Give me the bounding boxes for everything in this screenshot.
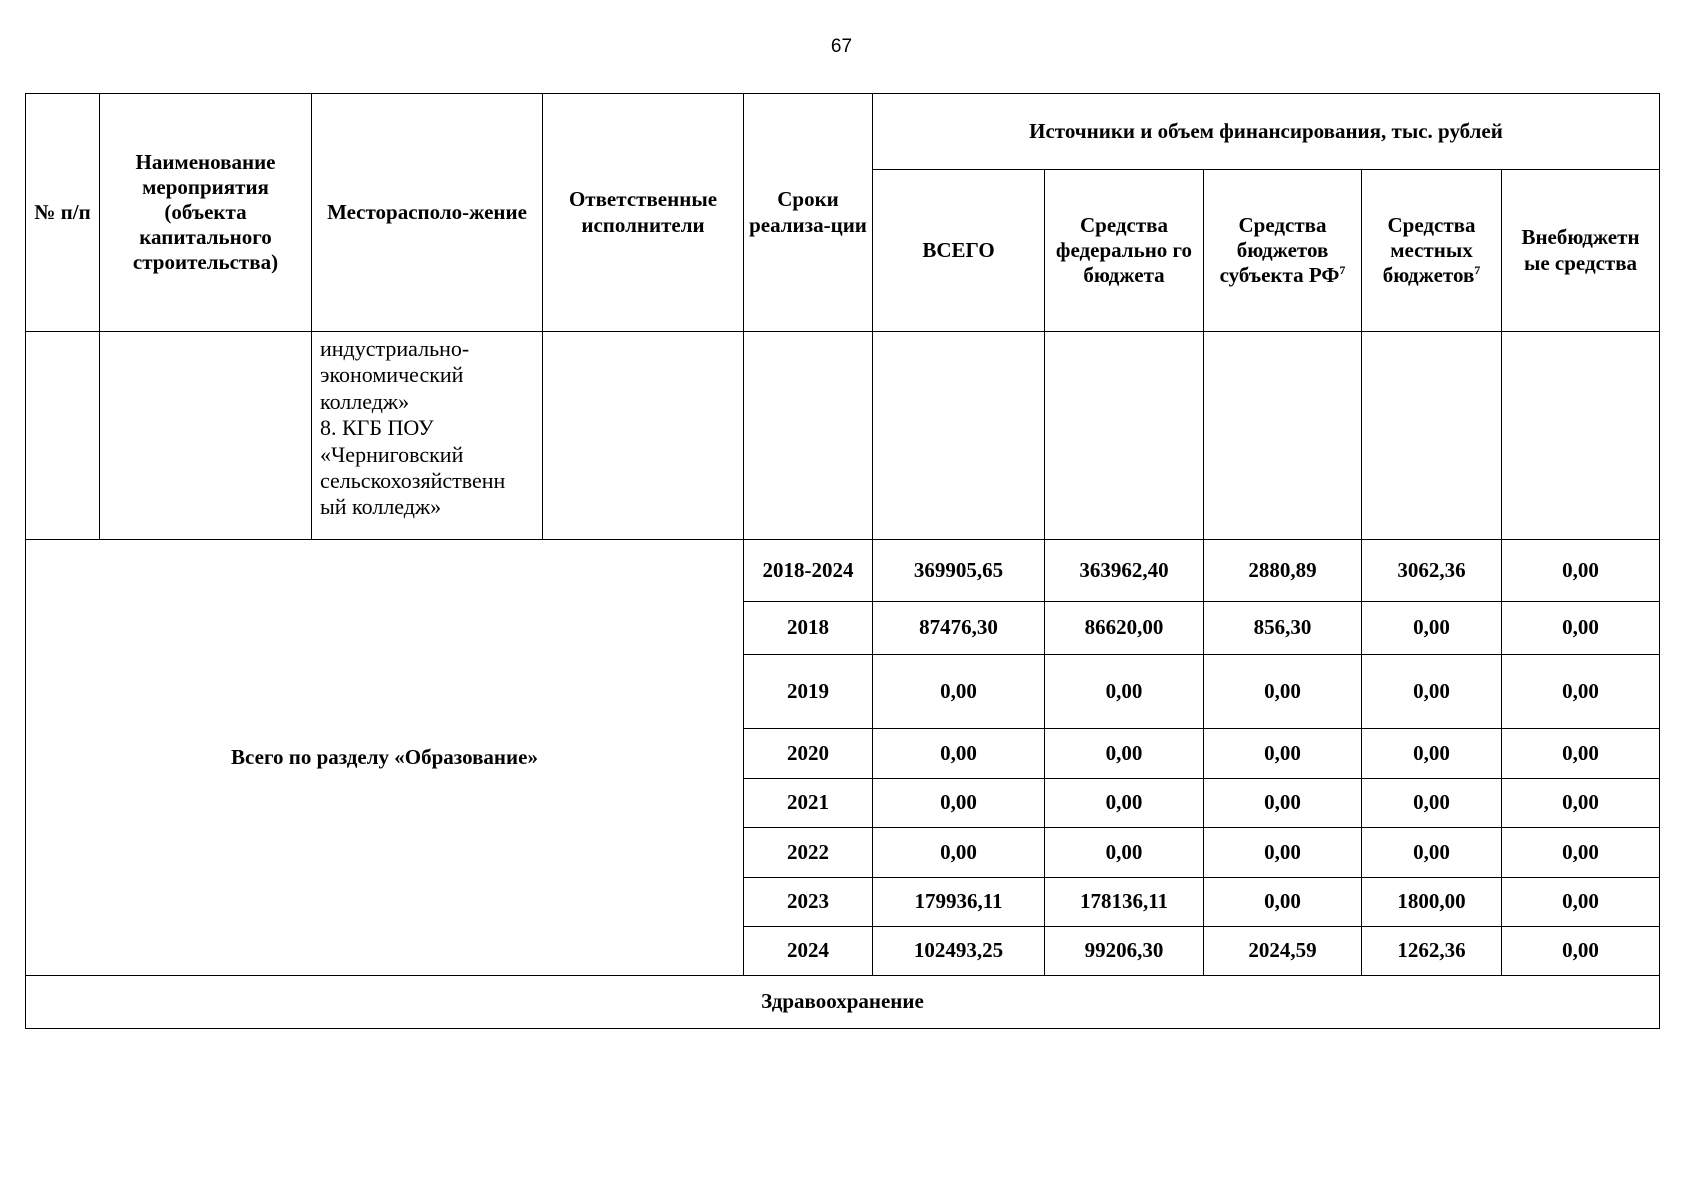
cont-location-cell [312, 332, 543, 540]
period-cell: 2021 [744, 779, 873, 828]
cont-extra-cell [1502, 332, 1660, 540]
total-cell: 87476,30 [873, 602, 1045, 655]
header-local-footnote: 7 [1474, 263, 1481, 278]
subject-cell: 856,30 [1204, 602, 1362, 655]
header-federal: Средства федерально го бюджета [1045, 170, 1204, 332]
extra-cell: 0,00 [1502, 878, 1660, 927]
period-cell: 2022 [744, 828, 873, 878]
section-total-label: Всего по разделу «Образование» [26, 540, 744, 976]
cont-terms-cell [744, 332, 873, 540]
extra-cell: 0,00 [1502, 602, 1660, 655]
extra-cell: 0,00 [1502, 779, 1660, 828]
header-num: № п/п [26, 94, 100, 332]
header-name: Наименование мероприятия (объекта капитального строительства) [100, 94, 312, 332]
extra-cell: 0,00 [1502, 540, 1660, 602]
federal-cell: 0,00 [1045, 655, 1204, 729]
header-local-label: Средства местных бюджетов [1382, 212, 1476, 288]
total-cell: 179936,11 [873, 878, 1045, 927]
period-cell: 2020 [744, 729, 873, 779]
section-heading-row [26, 976, 1660, 1029]
header-extra: Внебюджетн ые средства [1502, 170, 1660, 332]
cont-num-cell [26, 332, 100, 540]
extra-cell: 0,00 [1502, 828, 1660, 878]
local-cell: 1800,00 [1362, 878, 1502, 927]
header-responsible: Ответственные исполнители [543, 94, 744, 332]
period-cell: 2018-2024 [744, 540, 873, 602]
subject-cell: 2024,59 [1204, 927, 1362, 976]
subject-cell: 0,00 [1204, 878, 1362, 927]
cont-total-cell [873, 332, 1045, 540]
header-subject-label: Средства бюджетов субъекта РФ [1219, 212, 1340, 288]
header-local [1362, 170, 1502, 332]
period-cell: 2018 [744, 602, 873, 655]
federal-cell: 86620,00 [1045, 602, 1204, 655]
local-cell: 0,00 [1362, 779, 1502, 828]
cont-local-cell [1362, 332, 1502, 540]
section-heading: Здравоохранение [26, 976, 1660, 1029]
federal-cell: 0,00 [1045, 828, 1204, 878]
extra-cell: 0,00 [1502, 655, 1660, 729]
local-cell: 0,00 [1362, 828, 1502, 878]
header-subject-footnote: 7 [1339, 263, 1346, 278]
extra-cell: 0,00 [1502, 729, 1660, 779]
local-cell: 1262,36 [1362, 927, 1502, 976]
federal-cell: 0,00 [1045, 729, 1204, 779]
subject-cell: 0,00 [1204, 828, 1362, 878]
federal-cell: 178136,11 [1045, 878, 1204, 927]
local-cell: 0,00 [1362, 655, 1502, 729]
location-line: 8. КГБ ПОУ [320, 415, 434, 441]
cont-federal-cell [1045, 332, 1204, 540]
location-line: «Черниговский [320, 441, 464, 467]
continuation-row [26, 332, 1660, 540]
cont-subject-cell [1204, 332, 1362, 540]
federal-cell: 363962,40 [1045, 540, 1204, 602]
total-cell: 0,00 [873, 655, 1045, 729]
period-cell: 2024 [744, 927, 873, 976]
location-line: сельскохозяйственн [320, 467, 506, 493]
period-cell: 2023 [744, 878, 873, 927]
total-cell: 0,00 [873, 779, 1045, 828]
extra-cell: 0,00 [1502, 927, 1660, 976]
federal-cell: 0,00 [1045, 779, 1204, 828]
cont-name-cell [100, 332, 312, 540]
header-terms: Сроки реализа-ции [744, 94, 873, 332]
header-location: Месторасполо-жение [312, 94, 543, 332]
table-row [26, 540, 1660, 602]
total-cell: 0,00 [873, 729, 1045, 779]
subject-cell: 0,00 [1204, 779, 1362, 828]
page-number: 67 [830, 36, 853, 57]
subject-cell: 0,00 [1204, 729, 1362, 779]
location-line: экономический [320, 362, 464, 388]
header-sources: Источники и объем финансирования, тыс. рублей [873, 94, 1660, 170]
federal-cell: 99206,30 [1045, 927, 1204, 976]
header-row-1 [26, 94, 1660, 170]
location-line: ый колледж» [320, 494, 442, 520]
total-cell: 0,00 [873, 828, 1045, 878]
total-cell: 369905,65 [873, 540, 1045, 602]
header-total: ВСЕГО [873, 170, 1045, 332]
local-cell: 0,00 [1362, 602, 1502, 655]
location-line: индустриально- [320, 336, 470, 361]
period-cell: 2019 [744, 655, 873, 729]
location-line: колледж» [320, 388, 410, 414]
header-subject [1204, 170, 1362, 332]
subject-cell: 2880,89 [1204, 540, 1362, 602]
subject-cell: 0,00 [1204, 655, 1362, 729]
total-cell: 102493,25 [873, 927, 1045, 976]
local-cell: 3062,36 [1362, 540, 1502, 602]
local-cell: 0,00 [1362, 729, 1502, 779]
cont-responsible-cell [543, 332, 744, 540]
financing-table [25, 93, 1660, 1029]
